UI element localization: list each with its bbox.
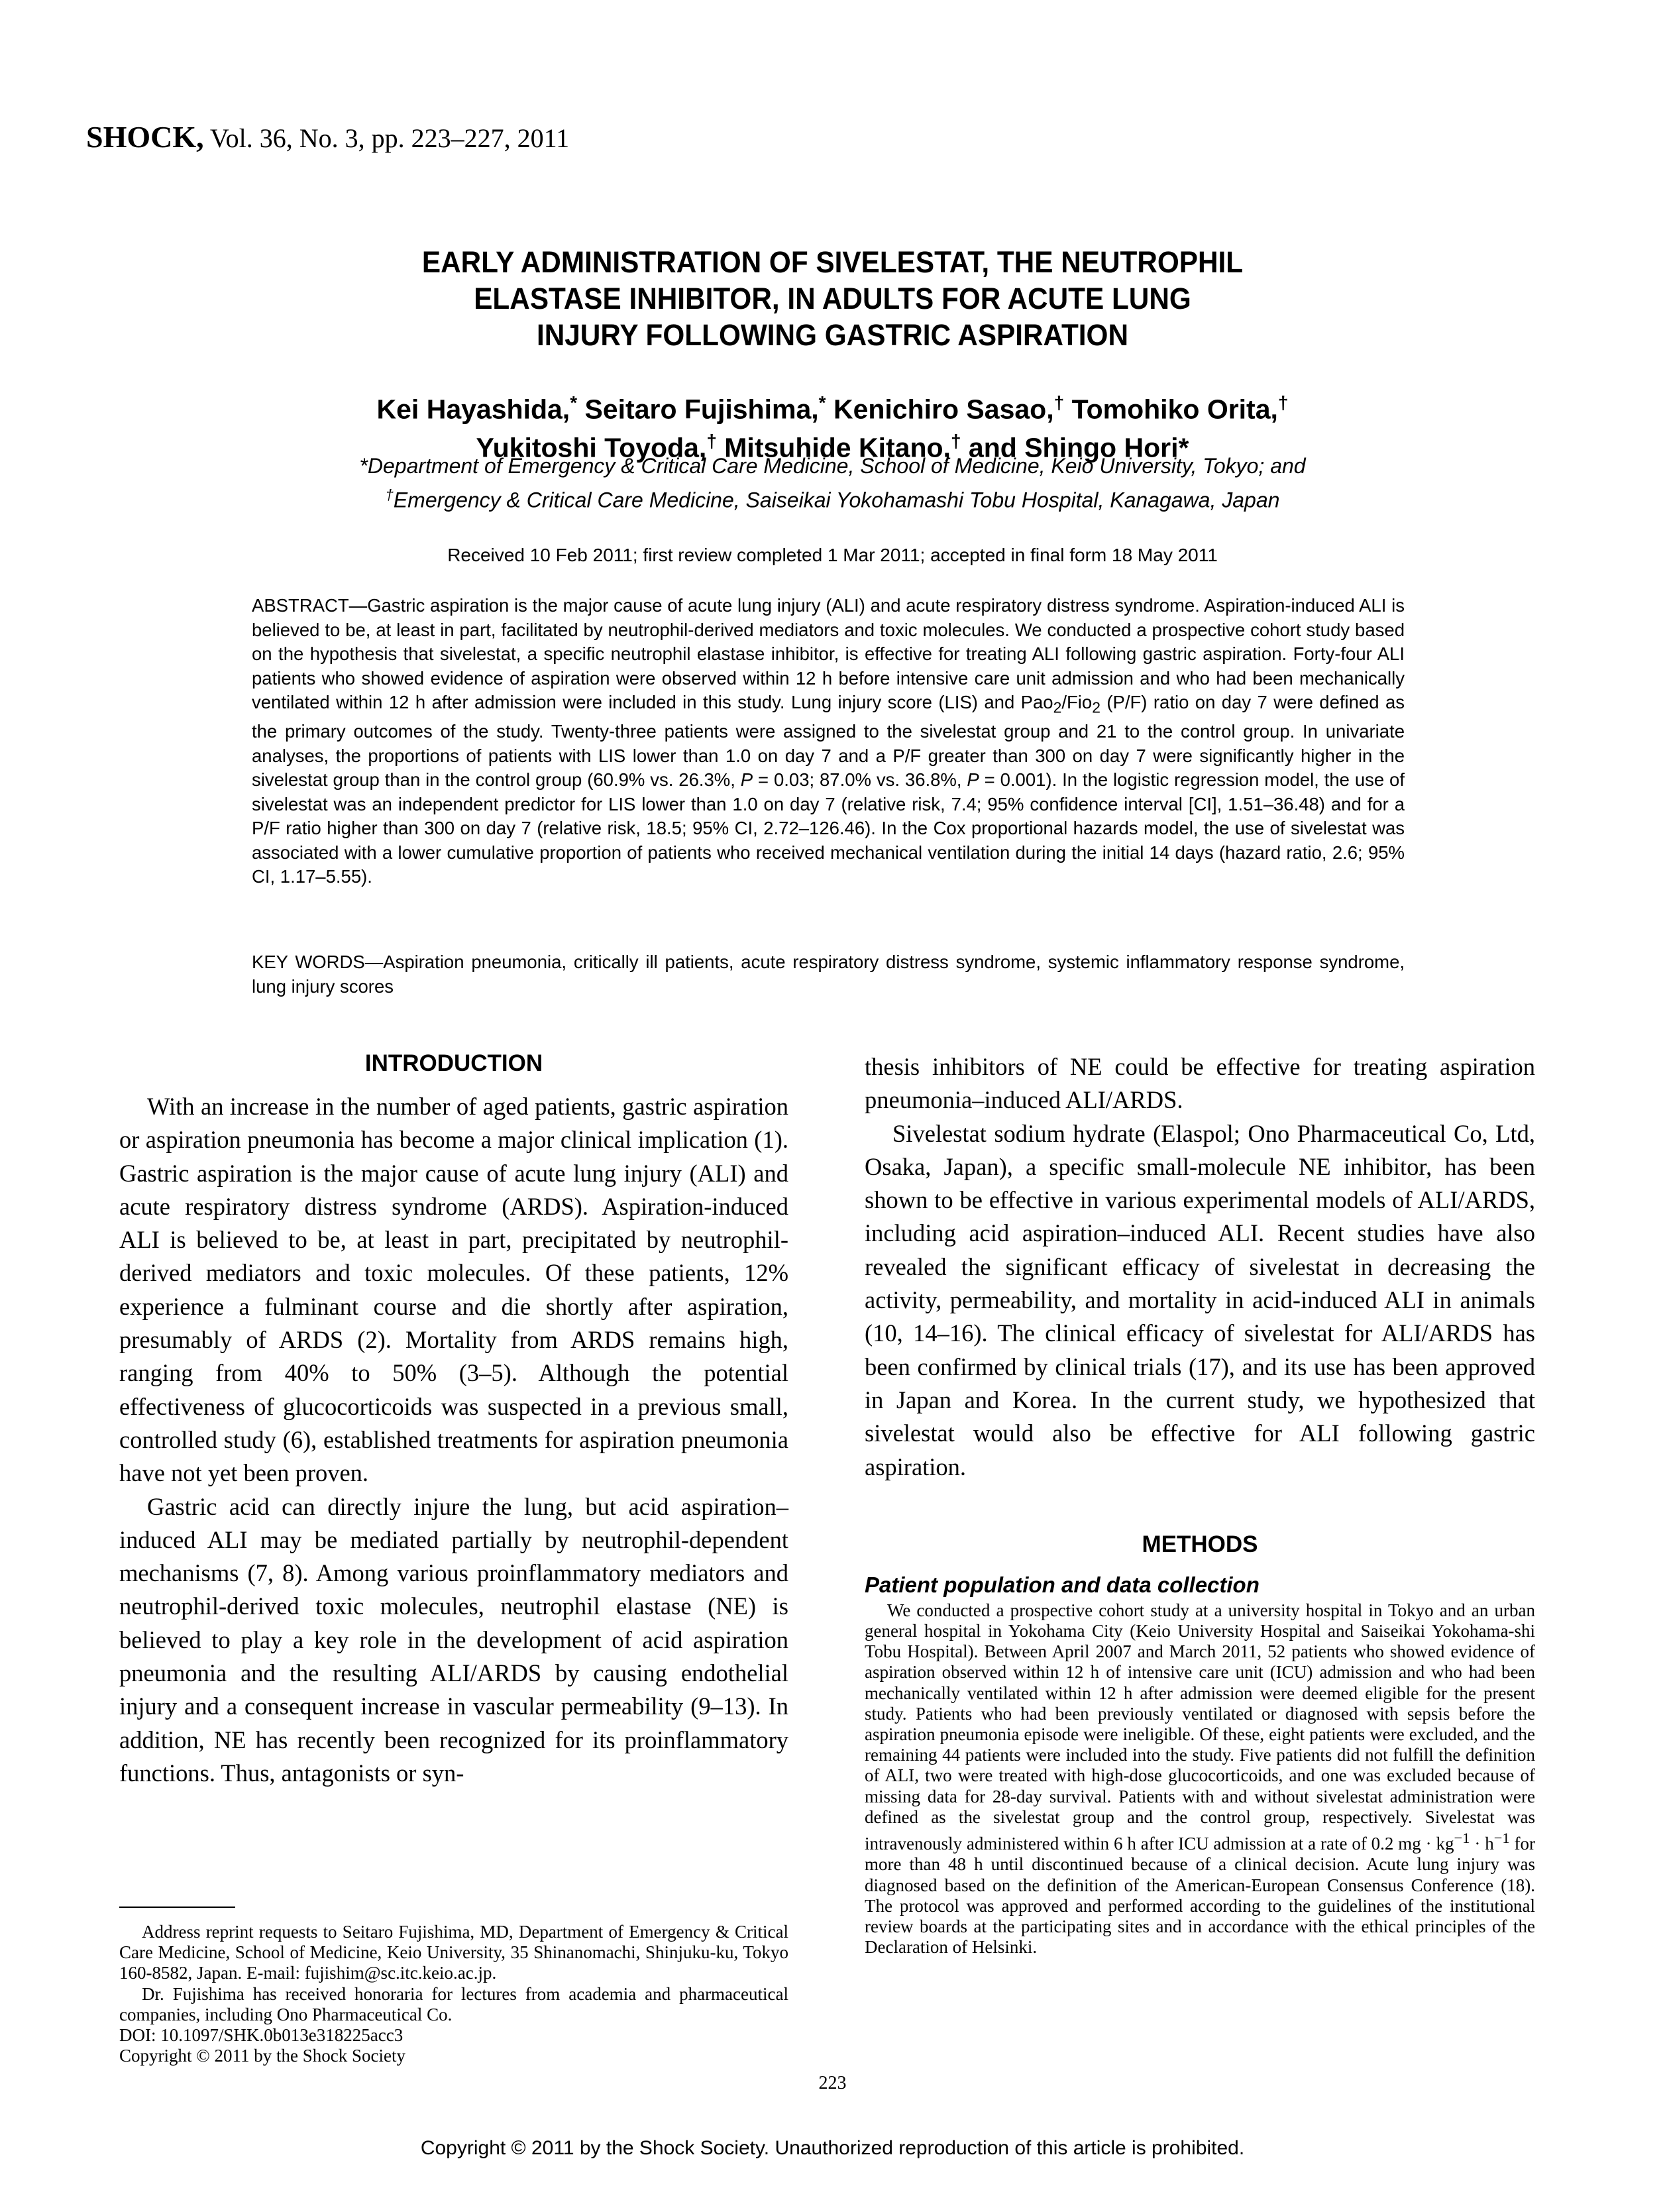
keywords-label: KEY WORDS— — [252, 952, 384, 972]
body-paragraph-continued: thesis inhibitors of NE could be effective for treating aspiration pneumonia–induced ALI/ARDS. — [865, 1053, 1535, 1114]
author-line — [199, 387, 1466, 425]
footnote-copyright: Copyright © 2011 by the Shock Society — [119, 2046, 405, 2066]
affiliation-mark: † — [706, 430, 717, 451]
subsection-heading: Patient population and data collection — [865, 1572, 1260, 1597]
abstract-text: = 0.001). In the logistic regression model, the use of sivelestat was an independent predictor for LIS lower than 1.0 on day 7 (relative risk, 7.4; 95% confidence interval [CI], 1.51–36.48) and for a P/F ratio higher than 300 on day 7 (relative risk, 18.5; 95% CI, 2.72–126.46). In the Cox proportional hazards model, the use of sivelestat was associated with a lower cumulative proportion of patients who received mechanical ventilation during the initial 14 days (hazard ratio, 2.6; 95% CI, 1.17–5.55). — [252, 769, 1405, 887]
abstract-text: (P/F) ratio on day 7 were defined as the primary outcomes of the study. Twenty-three patients were assigned to the sivelestat group and 21 to the control group. In univariate analyses, the proportions of patients with LIS lower than 1.0 on day 7 and a P/F greater than 300 on day 7 were significantly higher in the sivelestat group than in the control group (60.9% vs. 26.3%, — [252, 692, 1405, 790]
affiliation-text: Emergency & Critical Care Medicine, Saiseikai Yokohamashi Tobu Hospital, Kanagawa, Japan — [393, 488, 1280, 512]
copyright-banner: Copyright © 2011 by the Shock Society. Unauthorized reproduction of this article is prohibited. — [420, 2137, 1245, 2159]
affiliation-mark: * — [570, 392, 578, 413]
superscript: −1 — [1493, 1830, 1510, 1847]
page-number: 223 — [818, 2073, 847, 2093]
title-line: EARLY ADMINISTRATION OF SIVELESTAT, THE NEUTROPHIL — [421, 245, 1244, 279]
methods-paragraph — [865, 1600, 1535, 1958]
section-heading-methods: METHODS — [1142, 1531, 1258, 1557]
subscript: 2 — [1053, 698, 1062, 716]
affiliation-mark: † — [950, 430, 961, 451]
methods-text: We conducted a prospective cohort study at a university hospital in Tokyo and an urban general hospital in Yokohama City (Keio University Hospital and Saiseikai Yokohama-shi Tobu Hospital). Between April 2007 and March 2011, 52 patients who showed evidence of aspiration observed within 12 h of intensive care unit (ICU) admission and who had been mechanically ventilated within 12 h after admission were deemed eligible for the present study. Patients who had been previously ventilated or diagnosed with sepsis before the aspiration pneumonia episode were ineligible. Of these, eight patients were excluded, and the remaining 44 patients were included into the study. Five patients did not fulfill the definition of ALI, two were treated with high-dose glucocorticoids, and one was excluded because of missing data for 28-day survival. Patients with and without sivelestat administration were defined as the sivelestat group and the control group, respectively. Sivelestat was intravenously administered within 6 h after ICU admission at a rate of 0.2 mg · kg — [865, 1600, 1535, 1854]
section-heading-introduction: INTRODUCTION — [364, 1050, 543, 1076]
affiliation-mark: * — [1178, 432, 1189, 463]
body-paragraph: With an increase in the number of aged patients, gastric aspiration or aspiration pneumonia has become a major clinical implication (1). Gastric aspiration is the major cause of acute lung injury (ALI) and acute respiratory distress syndrome (ARDS). Aspiration-induced ALI is believed to be, at least in part, precipitated by neutrophil-derived mediators and toxic molecules. Of these patients, 12% experience a fulminant course and die shortly after aspiration, presumably of ARDS (2). Mortality from ARDS remains high, ranging from 40% to 50% (3–5). Although the potential effectiveness of glucocorticoids was suspected in a previous small, controlled study (6), established treatments for aspiration pneumonia have not yet been proven. — [119, 1093, 788, 1487]
abstract-text: = 0.03; 87.0% vs. 36.8%, — [753, 769, 967, 790]
abstract-text: Gastric aspiration is the major cause of acute lung injury (ALI) and acute respiratory distress syndrome. Aspiration-induced ALI is believed to be, at least in part, facilitated by neutrophil-derived mediators and toxic molecules. We conducted a prospective cohort study based on the hypothesis that sivelestat, a specific neutrophil elastase inhibitor, is effective for treating ALI following gastric aspiration. Forty-four ALI patients who showed evidence of aspiration were observed within 12 h before intensive care unit admission and who had been mechanically ventilated within 12 h after admission were included in this study. Lung injury score (LIS) and Pao — [252, 595, 1405, 712]
left-column — [119, 1050, 788, 1790]
footnote-doi: DOI: 10.1097/SHK.0b013e318225acc3 — [119, 2025, 403, 2046]
abstract — [252, 594, 1405, 889]
keywords-text: Aspiration pneumonia, critically ill patients, acute respiratory distress syndrome, systemic inflammatory response syndrome, lung injury scores — [252, 952, 1405, 997]
title-line: INJURY FOLLOWING GASTRIC ASPIRATION — [536, 318, 1128, 352]
footnote-disclosure: Dr. Fujishima has received honoraria for lectures from academia and pharmaceutical companies, including Ono Pharmaceutical Co. — [119, 1983, 788, 2024]
footnote-divider — [119, 1907, 235, 1908]
abstract-text: /Fio — [1061, 692, 1093, 712]
received-dates: Received 10 Feb 2011; first review completed 1 Mar 2011; accepted in final form 18 May 2011 — [447, 545, 1218, 565]
affiliation-mark: † — [1053, 392, 1065, 413]
abstract-label: ABSTRACT— — [252, 595, 368, 616]
author-name: Tomohiko Orita, — [1064, 394, 1278, 425]
author-name: Kei Hayashida, — [376, 394, 570, 425]
p-value-symbol: P — [967, 769, 979, 790]
author-name: Seitaro Fujishima, — [577, 394, 819, 425]
affiliation-mark: † — [1277, 392, 1289, 413]
journal-name: SHOCK, — [86, 120, 204, 154]
affiliation-mark: † — [385, 486, 394, 503]
affiliation-line — [199, 480, 1466, 515]
p-value-symbol: P — [740, 769, 753, 790]
author-name: Mitsuhide Kitano, — [716, 432, 951, 463]
author-name: Kenichiro Sasao, — [826, 394, 1054, 425]
affiliation-line: *Department of Emergency & Critical Care Medicine, School of Medicine, Keio University, Tokyo; and — [359, 454, 1306, 478]
body-paragraph: Gastric acid can directly injure the lung, but acid aspiration–induced ALI may be mediated partially by neutrophil-dependent mechanisms (7, 8). Among various proinflammatory mediators and neutrophil-derived toxic molecules, neutrophil elastase (NE) is believed to play a key role in the development of acid aspiration pneumonia and the resulting ALI/ARDS by causing endothelial injury and a consequent increase in vascular permeability (9–13). In addition, NE has recently been recognized for its proinflammatory functions. Thus, antagonists or syn- — [119, 1492, 788, 1787]
keywords — [252, 950, 1405, 999]
footnote-address: Address reprint requests to Seitaro Fujishima, MD, Department of Emergency & Critical Care Medicine, School of Medicine, Keio University, 35 Shinanomachi, Shinjuku-ku, Tokyo 160-8582, Japan. E-mail: fujishim@sc.itc.keio.ac.jp. — [119, 1922, 788, 1983]
author-name: and Shingo Hori — [961, 432, 1179, 463]
title-line: ELASTASE INHIBITOR, IN ADULTS FOR ACUTE LUNG — [474, 282, 1191, 315]
body-paragraph: Sivelestat sodium hydrate (Elaspol; Ono Pharmaceutical Co, Ltd, Osaka, Japan), a specific small-molecule NE inhibitor, has been shown to be effective in various experimental models of ALI/ARDS, including acid aspiration–induced ALI. Recent studies have also revealed the significant efficacy of sivelestat in decreasing the activity, permeability, and mortality in acid-induced ALI in animals (10, 14–16). The clinical efficacy of sivelestat for ALI/ARDS has been confirmed by clinical trials (17), and its use has been approved in Japan and Korea. In the current study, we hypothesized that sivelestat would also be effective for ALI following gastric aspiration. — [865, 1119, 1535, 1480]
right-column — [865, 1050, 1535, 1958]
superscript: −1 — [1454, 1830, 1470, 1847]
author-name: Yukitoshi Toyoda, — [476, 432, 707, 463]
article-title — [237, 244, 1428, 353]
subscript: 2 — [1092, 698, 1101, 716]
footnotes — [119, 1922, 788, 2066]
methods-text: for more than 48 h until discontinued because of a clinical decision. Acute lung injury was diagnosed based on the definition of the American-European Consensus Conference (18). The protocol was approved and performed according to the guidelines of the institutional review boards at the participating sites and in accordance with the ethical principles of the Declaration of Helsinki. — [865, 1834, 1536, 1958]
journal-header — [86, 119, 569, 154]
affiliations — [199, 452, 1466, 515]
methods-text: · h — [1470, 1834, 1494, 1854]
journal-citation: Vol. 36, No. 3, pp. 223–227, 2011 — [203, 123, 570, 153]
affiliation-mark: * — [818, 392, 826, 413]
